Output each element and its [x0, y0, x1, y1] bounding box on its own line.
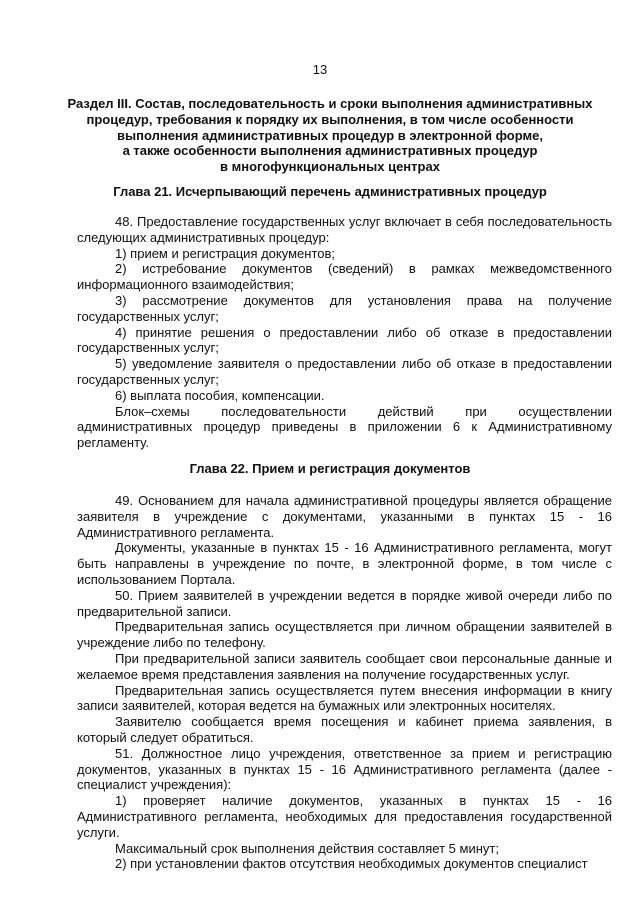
paragraph: 48. Предоставление государственных услуг включает в себя последовательность следующих административных процедур:	[77, 214, 612, 245]
chapter-21-body	[77, 214, 612, 451]
paragraph: 6) выплата пособия, компенсации.	[115, 387, 325, 403]
page-number: 13	[312, 62, 328, 77]
section-heading-line: в многофункциональных центрах	[220, 159, 440, 175]
paragraph: Заявителю сообщается время посещения и кабинет приема заявления, в который следует обратиться.	[77, 714, 612, 745]
paragraph: 2) при установлении фактов отсутствия необходимых документов специалист	[115, 856, 588, 872]
paragraph: 50. Прием заявителей в учреждении ведется в порядке живой очереди либо по предварительной записи.	[77, 587, 612, 619]
section-heading-line: а также особенности выполнения административных процедур	[122, 143, 538, 159]
paragraph: Максимальный срок выполнения действия составляет 5 минут;	[115, 840, 499, 856]
paragraph: 1) проверяет наличие документов, указанных в пунктах 15 - 16 Административного регламента, необходимых для предоставления государственной услуги.	[77, 793, 612, 840]
paragraph: 3) рассмотрение документов для установления права на получение государственных услуг;	[77, 292, 612, 324]
paragraph: Предварительная запись осуществляется путем внесения информации в книгу записи заявителей, которая ведется на бумажных или электронных носителях.	[77, 682, 612, 714]
paragraph: Блок–схемы последовательности действий при осуществлении административных процедур приведены в приложении 6 к Административному регламенту.	[77, 403, 612, 451]
paragraph: Документы, указанные в пунктах 15 - 16 Административного регламента, могут быть направлены в учреждение по почте, в электронной форме, в том числе с использованием Портала.	[77, 540, 612, 587]
paragraph: 51. Должностное лицо учреждения, ответственное за прием и регистрацию документов, указанных в пунктах 15 - 16 Административного регламента (далее - специалист учреждения):	[77, 745, 612, 793]
paragraph: 1) прием и регистрация документов;	[115, 245, 335, 261]
chapter-22-body	[77, 493, 612, 872]
chapter-21-title: Глава 21. Исчерпывающий перечень административных процедур	[113, 184, 547, 199]
paragraph: 49. Основанием для начала административной процедуры является обращение заявителя в учреждение с документами, указанными в пунктах 15 - 16 Административного регламента.	[77, 493, 612, 540]
paragraph: Предварительная запись осуществляется при личном обращении заявителей в учреждение либо по телефону.	[77, 619, 612, 651]
section-heading	[60, 96, 600, 175]
paragraph: При предварительной записи заявитель сообщает свои персональные данные и желаемое время представления заявления на получение государственных услуг.	[77, 650, 612, 682]
section-heading-line: процедур, требования к порядку их выполнения, в том числе особенности	[86, 111, 574, 127]
paragraph: 5) уведомление заявителя о предоставлении либо об отказе в предоставлении государственных услуг;	[77, 356, 612, 387]
paragraph: 4) принятие решения о предоставлении либо об отказе в предоставлении государственных услуг;	[77, 324, 612, 356]
section-heading-line: выполнения административных процедур в электронной форме,	[117, 127, 543, 143]
section-heading-line: Раздел III. Состав, последовательность и сроки выполнения административных	[67, 96, 593, 111]
paragraph: 2) истребование документов (сведений) в рамках межведомственного информационного взаимодействия;	[77, 261, 612, 293]
chapter-22-title: Глава 22. Прием и регистрация документов	[189, 461, 471, 476]
